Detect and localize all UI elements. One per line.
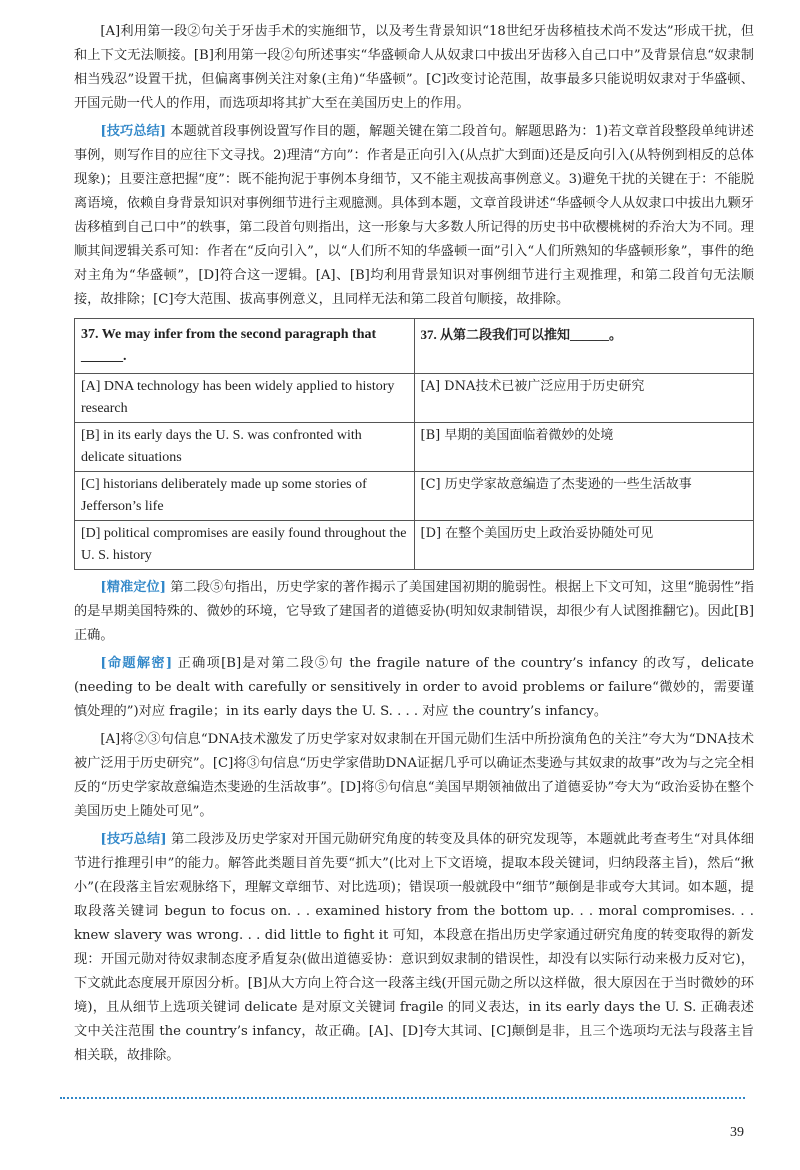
question-table — [74, 318, 754, 570]
question-header-row — [75, 319, 754, 374]
distractor-analysis-paragraph: [A]将②③句信息“DNA技术激发了历史学家对奴隶制在开国元勋们生活中所扮演角色的关注”夸大为“DNA技术被广泛用于历史研究”。[C]将③句信息“历史学家借助DNA证据几乎可以确证杰斐逊与其奴隶的故事”改为与之完全相反的“历史学家故意编造杰斐逊的生活故事”。[D]将⑤句信息“美国早期领袖做出了道德妥协”夸大为“政治妥协在整个美国历史上随处可见”。 — [74, 732, 754, 819]
decode-text: 正确项[B]是对第二段⑤句 the fragile nature of the country’s infancy 的改写，delicate (needing to be dealt with carefully or sensitively in order to avoid problems or failure“微妙的，需要谨慎处理的”)对应 fragile；in its early days the U. S. . . . 对应 the country’s infancy。 — [74, 656, 754, 719]
tips-summary-text: 本题就首段事例设置写作目的题，解题关键在第二段首句。解题思路为：1)若文章首段整段单纯讲述事例，则写作目的应往下文寻找。2)理清“方向”：作者是正向引入(从点扩大到面)还是反向引入(从特例到相反的总体现象)；且要注意把握“度”：既不能拘泥于事例本身细节，又不能主观拔高事例意义。3)避免干扰的关键在于：不能脱离语境，依赖自身背景知识对事例细节进行主观臆测。具体到本题，文章首段讲述“华盛顿令人从奴隶口中拔出九颗牙齿移植到自己口中”的轶事，第二段首句则指出，这一形象与大多数人所记得的历史书中砍樱桃树的乔治大为不同。理顺其间逻辑关系可知：作者在“反向引入”，以“人们所不知的华盛顿一面”引入“人们所熟知的华盛顿形象”，事件的绝对主角为“华盛顿”，[D]符合这一逻辑。[A]、[B]均利用背景知识对事例细节进行主观推理，和第二段首句无法顺接，故排除；[C]夸大范围、拔高事例意义，且同样无法和第二段首句顺接，故排除。 — [74, 124, 754, 307]
option-row — [75, 374, 754, 423]
tips-summary-2-tag: [技巧总结] — [100, 832, 167, 847]
option-d-zh: [D] 在整个美国历史上政治妥协随处可见 — [414, 521, 754, 570]
decode-tag: [命题解密] — [100, 656, 173, 671]
footer-divider — [60, 1097, 745, 1099]
question-stem-en: 37. We may infer from the second paragraph that ______. — [75, 319, 415, 374]
option-c-en: [C] historians deliberately made up some stories of Jefferson’s life — [75, 472, 415, 521]
tips-summary-tag: [技巧总结] — [100, 124, 166, 139]
option-b-en: [B] in its early days the U. S. was confronted with delicate situations — [75, 423, 415, 472]
tips-summary-2-paragraph — [74, 828, 754, 1068]
page-content — [74, 20, 754, 1072]
precise-locate-text: 第二段⑤句指出，历史学家的著作揭示了美国建国初期的脆弱性。根据上下文可知，这里“脆弱性”指的是早期美国特殊的、微妙的环境，它导致了建国者的道德妥协(明知奴隶制错误，却很少有人试图推翻它)。因此[B]正确。 — [74, 580, 754, 643]
option-row — [75, 472, 754, 521]
option-row — [75, 521, 754, 570]
option-row — [75, 423, 754, 472]
tips-summary-paragraph — [74, 120, 754, 312]
option-analysis-paragraph: [A]利用第一段②句关于牙齿手术的实施细节，以及考生背景知识“18世纪牙齿移植技术尚不发达”形成干扰，但和上下文无法顺接。[B]利用第一段②句所述事实“华盛顿命人从奴隶口中拔出牙齿移入自己口中”及背景信息“奴隶制相当残忍”设置干扰，但偏离事例关注对象(主角)“华盛顿”。[C]改变讨论范围，故事最多只能说明奴隶对于华盛顿、开国元勋一代人的作用，而选项却将其扩大至在美国历史上的作用。 — [74, 24, 754, 111]
decode-paragraph — [74, 652, 754, 724]
precise-locate-tag: [精准定位] — [100, 580, 166, 595]
option-c-zh: [C] 历史学家故意编造了杰斐逊的一些生活故事 — [414, 472, 754, 521]
question-stem-zh: 37. 从第二段我们可以推知______。 — [414, 319, 754, 374]
tips-summary-2-text: 第二段涉及历史学家对开国元勋研究角度的转变及具体的研究发现等，本题就此考查考生“对具体细节进行推理引申”的能力。解答此类题目首先要“抓大”(比对上下文语境，提取本段关键词，归纳段落主旨)，然后“揪小”(在段落主旨宏观脉络下，理解文章细节、对比选项)；错误项一般就段中“细节”颠倒是非或夸大其词。如本题，提取段落关键词 begun to focus on. . . examined history from the bottom up. . . moral compromises. . . knew slavery was wrong. . . did little to fight it 可知，本段意在指出历史学家通过研究角度的转变取得的新发现：开国元勋对待奴隶制态度矛盾复杂(做出道德妥协：意识到奴隶制的错误性，却没有以实际行动来极力反对它)，下文就此态度展开原因分析。[B]从大方向上符合这一段落主线(开国元勋之所以这样做，很大原因在于当时微妙的环境)，且从细节上选项关键词 delicate 是对原文关键词 fragile 的同义表达，in its early days the U. S. 正确表述文中关注范围 the country’s infancy，故正确。[A]、[D]夸大其词、[C]颠倒是非，且三个选项均无法与段落主旨相关联，故排除。 — [74, 832, 754, 1063]
option-d-en: [D] political compromises are easily found throughout the U. S. history — [75, 521, 415, 570]
option-a-en: [A] DNA technology has been widely applied to history research — [75, 374, 415, 423]
precise-locate-paragraph — [74, 576, 754, 648]
option-a-zh: [A] DNA技术已被广泛应用于历史研究 — [414, 374, 754, 423]
option-b-zh: [B] 早期的美国面临着微妙的处境 — [414, 423, 754, 472]
page-number: 39 — [730, 1125, 744, 1140]
